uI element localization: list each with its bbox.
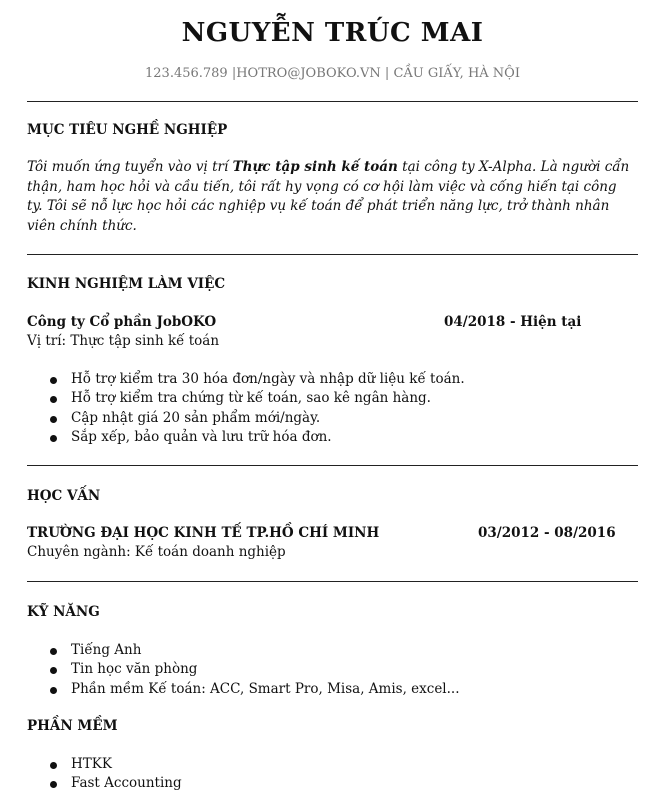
list-item: Phần mềm Kế toán: ACC, Smart Pro, Misa, Amis, excel...	[45, 680, 460, 699]
experience-period: 04/2018 - Hiện tại	[444, 314, 582, 330]
school-name: TRƯỜNG ĐẠI HỌC KINH TẾ TP.HỒ CHÍ MINH	[27, 525, 380, 541]
objective-text	[27, 158, 632, 236]
divider	[27, 465, 638, 466]
section-title-skills: KỸ NĂNG	[27, 604, 100, 620]
software-list	[45, 755, 182, 794]
skills-list	[45, 641, 460, 699]
section-title-objective: MỤC TIÊU NGHỀ NGHIỆP	[27, 122, 228, 138]
objective-text-end: tại công ty X-Alpha. Là người cẩn thận, ham học hỏi và cầu tiến, tôi rất hy vọng có cơ hội làm việc và cống hiến tại công ty. Tôi sẽ nỗ lực học hỏi các nghiệp vụ kế toán để phát triển năng lực, trở thành nhân viên chính thức.	[27, 159, 630, 234]
list-item: Hỗ trợ kiểm tra chứng từ kế toán, sao kê ngân hàng.	[45, 389, 465, 408]
divider	[27, 581, 638, 582]
major: Chuyên ngành: Kế toán doanh nghiệp	[27, 544, 286, 560]
list-item: Cập nhật giá 20 sản phẩm mới/ngày.	[45, 409, 465, 428]
divider	[27, 254, 638, 255]
contact-info: 123.456.789 |HOTRO@JOBOKO.VN | CẦU GIẤY, HÀ NỘI	[145, 66, 520, 81]
list-item: Sắp xếp, bảo quản và lưu trữ hóa đơn.	[45, 428, 465, 447]
section-title-education: HỌC VẤN	[27, 488, 101, 504]
company-name: Công ty Cổ phần JobOKO	[27, 314, 217, 330]
list-item: Fast Accounting	[45, 774, 182, 793]
section-title-experience: KINH NGHIỆM LÀM VIỆC	[27, 276, 226, 292]
objective-target-position: Thực tập sinh kế toán	[232, 159, 398, 175]
section-title-software: PHẦN MỀM	[27, 718, 118, 734]
education-period: 03/2012 - 08/2016	[478, 525, 616, 541]
objective-text-start: Tôi muốn ứng tuyển vào vị trí	[27, 159, 233, 175]
job-position: Vị trí: Thực tập sinh kế toán	[27, 333, 220, 349]
experience-task-list	[45, 370, 465, 447]
list-item: Tin học văn phòng	[45, 660, 460, 679]
divider	[27, 101, 638, 102]
list-item: Tiếng Anh	[45, 641, 460, 660]
list-item: HTKK	[45, 755, 182, 774]
candidate-name: NGUYỄN TRÚC MAI	[181, 18, 484, 48]
list-item: Hỗ trợ kiểm tra 30 hóa đơn/ngày và nhập dữ liệu kế toán.	[45, 370, 465, 389]
